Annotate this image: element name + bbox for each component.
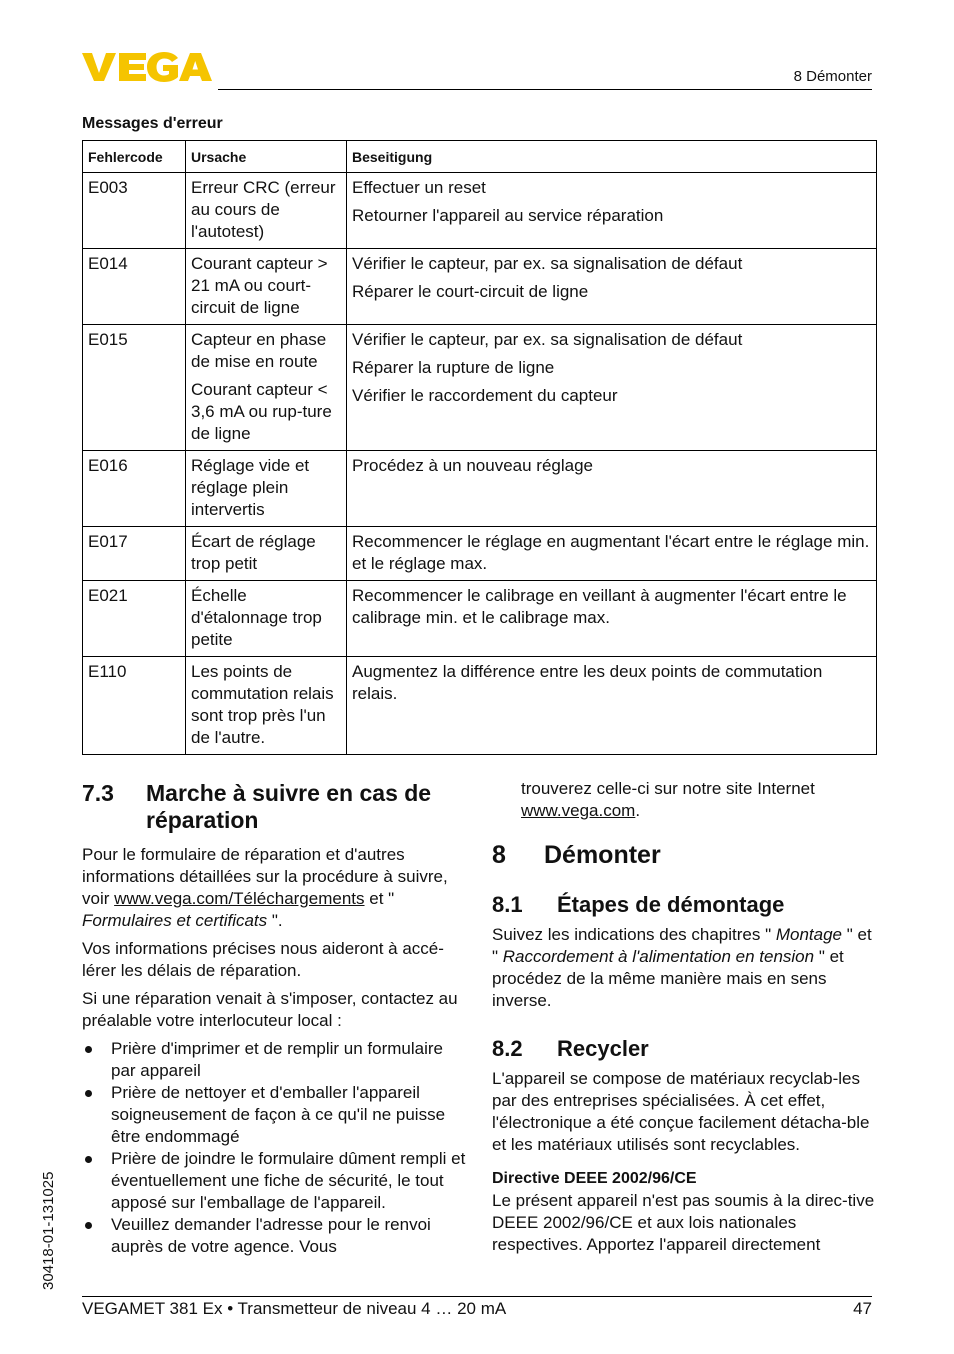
section-8-1 [492,892,876,1012]
cause-text: Échelle d'étalonnage trop petite [191,586,322,649]
section-7-3 [82,780,466,1258]
remedy-text: Augmentez la différence entre les deux points de commutation relais. [352,662,823,703]
cause-text: Réglage vide et réglage plein intervertis [191,456,310,519]
error-cause [186,451,347,527]
paragraph [82,844,466,932]
section-title: Marche à suivre en cas de réparation [146,780,432,833]
column-header-cause: Ursache [186,141,347,173]
error-remedy [347,657,877,755]
section-8-2 [492,1036,876,1256]
header-rule [218,89,872,90]
table-row [83,657,877,755]
cause-text: Capteur en phase de mise en route [191,330,327,371]
cause-text: Courant capteur < 3,6 mA ou rup-ture de ligne [191,380,332,443]
error-cause [186,527,347,581]
error-remedy [347,527,877,581]
error-remedy [347,249,877,325]
text-run: ". [271,911,283,930]
error-code: E003 [83,173,186,249]
remedy-text: Vérifier le capteur, par ex. sa signalisation de défaut [352,254,743,273]
text-run-italic: Montage [771,925,847,944]
vega-logo [82,50,212,89]
error-code: E110 [83,657,186,755]
paragraph: Si une réparation venait à s'imposer, contactez au préalable votre interlocuteur local : [82,989,458,1030]
remedy-text: Réparer la rupture de ligne [352,358,555,377]
table-row [83,173,877,249]
paragraph: Vos informations précises nous aideront à accé-lérer les délais de réparation. [82,939,444,980]
text-run: Suivez les indications des chapitres " [492,925,772,944]
remedy-text: Réparer le court-circuit de ligne [352,282,589,301]
remedy-text: Vérifier le capteur, par ex. sa signalisation de défaut [352,330,743,349]
error-remedy [347,581,877,657]
list-item: Prière de joindre le formulaire dûment rempli et éventuellement une fiche de sécurité, le tout apposé sur l'emballage de l'appareil. [82,1148,466,1214]
text-run: et " [364,889,395,908]
remedy-text: Recommencer le calibrage en veillant à augmenter l'écart entre le calibrage min. et le calibrage max. [352,586,847,627]
table-row [83,451,877,527]
page-number: 47 [853,1299,872,1318]
error-code: E017 [83,527,186,581]
chapter-number: 8 [492,841,506,869]
paragraph: L'appareil se compose de matériaux recyclab-les par des entreprises spécialisées. À cet effet, l'électronique a été conçue facilement détacha-ble et les matériaux utilisés sont recyclables. [492,1069,870,1154]
cause-text: Erreur CRC (erreur au cours de l'autotest) [191,178,336,241]
repair-steps-list [82,1038,466,1258]
list-item: Prière d'imprimer et de remplir un formulaire par appareil [82,1038,466,1082]
table-header-row [83,141,877,173]
remedy-text: Retourner l'appareil au service réparation [352,206,664,225]
section-8-1-heading [492,892,876,918]
error-code: E015 [83,325,186,451]
error-cause [186,173,347,249]
error-cause [186,581,347,657]
section-number: 8.1 [492,892,523,917]
chapter-8-heading [492,840,876,870]
paragraph [492,924,876,1012]
cause-text: Courant capteur > 21 mA ou court-circuit de ligne [191,254,328,317]
footer-title: VEGAMET 381 Ex • Transmetteur de niveau 4 … 20 mA [82,1299,507,1318]
error-cause [186,657,347,755]
paragraph: Le présent appareil n'est pas soumis à la direc-tive DEEE 2002/96/CE et aux lois nationales respectives. Apportez l'appareil directement [492,1191,875,1254]
remedy-text: Procédez à un nouveau réglage [352,456,594,475]
text-run: . [635,801,641,820]
error-code: E014 [83,249,186,325]
footer-rule [82,1296,872,1297]
table-row [83,581,877,657]
table-row [83,527,877,581]
list-item: Prière de nettoyer et d'emballer l'appareil soigneusement de façon à ce qu'il ne puisse être endommagé [82,1082,466,1148]
error-code: E016 [83,451,186,527]
vega-logo-mark [82,50,212,84]
error-cause [186,325,347,451]
chapter-title: Démonter [544,841,661,869]
running-header-section: 8 Démonter [793,68,872,85]
vega-website-link[interactable]: www.vega.com [521,801,636,820]
error-remedy [347,451,877,527]
section-title: Recycler [557,1036,649,1061]
section-number: 8.2 [492,1036,523,1061]
remedy-text: Vérifier le raccordement du capteur [352,386,618,405]
table-caption: Messages d'erreur [82,115,223,132]
directive-subheading: Directive DEEE 2002/96/CE [492,1170,697,1187]
column-header-code: Fehlercode [83,141,186,173]
text-run: Pour le formulaire de réparation et d'autres informations détaillées sur la procédure à suivre, voir [82,845,448,908]
error-remedy [347,173,877,249]
list-item: Veuillez demander l'adresse pour le renvoi auprès de votre agence. Vous [82,1214,466,1258]
text-run: " et procédez de la même manière mais en sens inverse. [492,947,844,1010]
cause-text: Les points de commutation relais sont trop près l'un de l'autre. [191,662,334,747]
section-number: 7.3 [82,780,114,806]
column-header-remedy: Beseitigung [347,141,877,173]
error-code: E021 [83,581,186,657]
section-title: Étapes de démontage [557,892,785,917]
error-messages-table [82,140,877,755]
chapter-8 [492,840,876,870]
error-cause [186,249,347,325]
table-row [83,325,877,451]
text-run: trouverez celle-ci sur notre site Internet [521,779,815,798]
table-row [83,249,877,325]
text-run-italic: Raccordement à l'alimentation en tension [498,947,819,966]
text-run-italic: Formulaires et certificats [82,911,272,930]
section-8-2-heading [492,1036,876,1062]
document-id: 30418-01-131025 [40,1171,57,1290]
text-run: " et " [492,925,872,966]
cause-text: Écart de réglage trop petit [191,532,316,573]
error-remedy [347,325,877,451]
downloads-link[interactable]: www.vega.com/Téléchargements [114,889,365,908]
remedy-text: Effectuer un reset [352,178,486,197]
section-7-3-heading [82,780,466,834]
remedy-text: Recommencer le réglage en augmentant l'écart entre le réglage min. et le réglage max. [352,532,870,573]
continuation-text [492,778,876,822]
